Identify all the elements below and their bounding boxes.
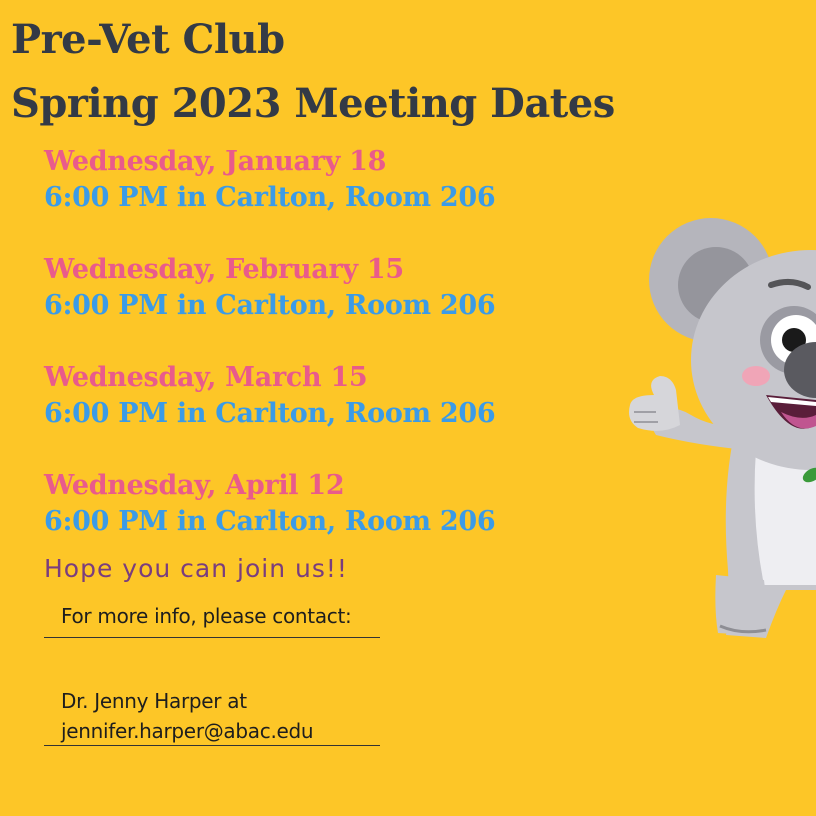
meeting-location: 6:00 PM in Carlton, Room 206 xyxy=(44,290,496,321)
meeting-date: Wednesday, February 15 xyxy=(44,254,404,285)
contact-details xyxy=(44,686,380,746)
contact-intro xyxy=(44,600,380,638)
meeting-entry xyxy=(44,252,495,324)
meeting-entry xyxy=(44,468,495,540)
contact-name: Dr. Jenny Harper at xyxy=(61,689,247,713)
meeting-entry xyxy=(44,360,495,432)
meeting-location: 6:00 PM in Carlton, Room 206 xyxy=(44,398,496,429)
page-title: Spring 2023 Meeting Dates xyxy=(11,80,615,127)
contact-intro-text: For more info, please contact: xyxy=(61,604,352,628)
meeting-date: Wednesday, January 18 xyxy=(44,146,387,177)
meeting-date: Wednesday, March 15 xyxy=(44,362,368,393)
closing-message: Hope you can join us!! xyxy=(44,554,348,583)
meeting-location: 6:00 PM in Carlton, Room 206 xyxy=(44,182,496,213)
club-title: Pre-Vet Club xyxy=(11,16,285,63)
meeting-location: 6:00 PM in Carlton, Room 206 xyxy=(44,506,496,537)
meeting-entry xyxy=(44,144,495,216)
meeting-date: Wednesday, April 12 xyxy=(44,470,345,501)
contact-email: jennifer.harper@abac.edu xyxy=(61,719,314,743)
koala-illustration xyxy=(616,190,816,640)
